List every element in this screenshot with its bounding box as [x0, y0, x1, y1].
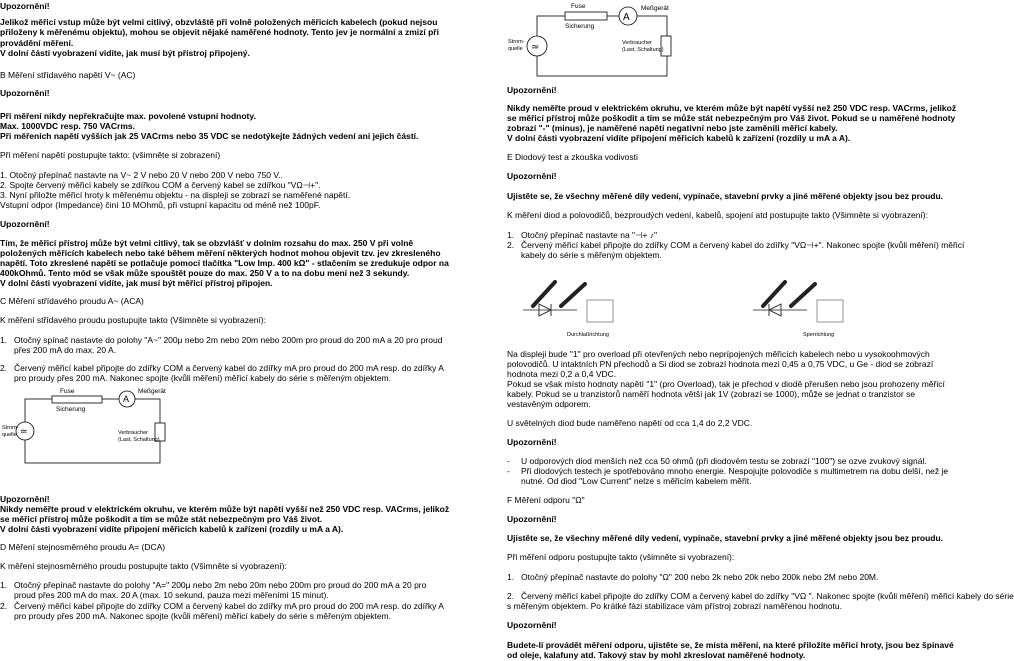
probe-black: [791, 284, 815, 306]
source-label: Strom-: [508, 39, 525, 45]
section-f-intro: Při měření odporu postupujte takto (všimněte si vyobrazení):: [507, 552, 735, 562]
load-symbol: [661, 36, 671, 56]
fuse-label-de: Sicherung: [565, 23, 595, 30]
bullet-line: Při diodových testech je spotřebováno mnoho energie. Nespojujte polovodiče s multimetrem na dobu delší, než je: [521, 466, 949, 476]
step-line: pro proudy přes 200 mA. Nakonec spojte (kvůli měření) měřicí kabely do série s měřeným objektem.: [14, 373, 391, 383]
section-d-heading: D Měření stejnosměrného proudu A= (DCA): [0, 542, 166, 552]
warning-line: napětí. Toto zkreslené napětí se potlačuje pomocí tlačítka "Low Imp. 400 kΩ" - stlačením se zredukuje odpor na: [0, 258, 449, 268]
step-line: Otočný přepínač nastavte do polohy "A=" 200μ nebo 2m nebo 20m nebo 200m pro proud do 200 mA a 20 pro: [14, 580, 427, 590]
paragraph-line: Na displeji bude "1" pro overload při otevřených nebo neprípojených měřicích kabelech nebo u vysokoohmových: [507, 349, 930, 359]
step-line: s měřeným objektem. Po krátké fázi stabilizace vám přístroj zobrazí naměřenou hodnotu.: [507, 601, 842, 611]
warning-title: Upozornění!: [0, 88, 50, 98]
warning-title: Upozornění!: [507, 171, 557, 181]
warning-line: Max. 1000VDC resp. 750 VACrms.: [0, 121, 135, 131]
current-measurement-diagram: [0, 387, 165, 475]
ammeter-label: A: [123, 394, 130, 404]
step-line: Červený měřicí kabel připojte do zdířky COM a červený kabel do zdířky mA pro proud do 200 mA resp. do zdířky A: [14, 601, 444, 611]
warning-line: Při měřeních napětí vyšších jak 25 VACrms nebo 35 VDC se nedotýkejte žádných vedení ani jejich částí.: [0, 131, 419, 141]
step-line: přes 200 mA do max. 20 A.: [14, 345, 117, 355]
step-line: proud přes 200 mA do max. 20 A (max. 10 sekund, pauza mezi měřeními 15 minut).: [14, 590, 329, 600]
paragraph-line: vestavěným odporem.: [507, 399, 591, 409]
load-label: (Last, Schaltung): [118, 437, 160, 443]
diode-reverse-figure: [753, 282, 843, 338]
warning-line: V dolní části vyobrazení vidíte, jak musí být přístroj připojený.: [0, 48, 250, 58]
section-c-heading: C Měření střídavého proudu A~ (ACA): [0, 296, 144, 306]
step-line: 2. Spojte červený měřicí kabely se zdířkou COM a červený kabel se zdířkou "VΩ⊣+".: [0, 180, 321, 190]
step-line: Červený měřicí kabel připojte do zdířky COM a červený kabel do zdířky mA pro proud do 200 mA resp. do zdířky A: [14, 363, 444, 373]
step-line: Červený měřicí kabel připojte do zdířky COM a červený kabel do zdířky "VΩ⊣+". Nakonec spojte (kvůli měření) měřicí: [521, 240, 965, 250]
step-line: Otočný přepínač nastavte do polohy "Ω" 200 nebo 2k nebo 20k nebo 200k nebo 2M nebo 20M.: [521, 572, 879, 582]
warning-line: V dolní části vyobrazení vidíte připojení měřicích kabelů k zařízení (rozdíly u mA a A).: [507, 133, 851, 143]
warning-title: Upozornění!: [507, 437, 557, 447]
warning-title: Upozornění!: [507, 514, 557, 524]
warning-line: zobrazí "-" (minus), je naměřené napětí negativní nebo jste zaměnili měřicí kabely.: [507, 123, 838, 133]
load-label: (Last, Schaltung): [622, 47, 664, 53]
section-e-intro: K měření diod a polovodičů, bezproudých vedení, kabelů, spojení atd postupujte takto (Všimněte si vyobrazení):: [507, 210, 928, 220]
step-number: 1.: [0, 580, 8, 590]
warning-line: se měřicí přístroj může poškodit a tím se může stát nebezpečným pro Váš život. Pokud se u naměřené hodnoty: [507, 113, 956, 123]
warning-line: V dolní části vyobrazení vidíte, jak musí být měřicí přístroj připojen.: [0, 278, 273, 288]
source-label: Strom-: [2, 425, 19, 431]
step-line: Vstupní odpor (Impedance) činí 10 MOhmů, při vstupní kapacitu od méně než 100pF.: [0, 200, 321, 210]
step-line: Červený měřicí kabel připojte do zdířky COM a červený kabel do zdířky "VΩ ". Nakonec spojte (kvůli měření) měřicí kabely do série: [521, 591, 1014, 601]
warning-line: přiloženy k měřenému objektu), mohou se objevit nějaké naměřené hodnoty. Tento jev je normální a zmizí při: [0, 27, 439, 37]
meter-label: Meßgerät: [641, 5, 669, 12]
warning-title: Upozornění!: [507, 85, 557, 95]
fig-caption: Sperrichtung: [803, 332, 835, 338]
warning-line: od oleje, kalafuny atd. Takový stav by mohl zkreslovat naměřené hodnoty.: [507, 650, 806, 660]
step-number: 1.: [0, 335, 8, 345]
section-c-intro: K měření střídavého proudu postupujte takto (Všimněte si vyobrazení):: [0, 315, 266, 325]
paragraph-line: kabely. Pokud se u tranzistorů naměří hodnota větší jak 1V (zobrazí se 1000), může se jednat o tranzistor se: [507, 389, 916, 399]
step-line: pro proudy přes 200 mA. Nakonec spojte (kvůli měření) měřicí kabely do série s měřeným objektem.: [14, 611, 391, 621]
paragraph-line: polovodičů. U intaktních PN přechodů a Si diod se zobrazí hodnota mezi 0,45 a 0,75 VDC, u Ge - diod se zobrazí: [507, 359, 934, 369]
step-line: 3. Nyní přiložte měřicí hroty k měřenému objektu - na displeji se zobrazí se naměřené napětí.: [0, 190, 351, 200]
step-number: 1.: [507, 572, 515, 582]
warning-title: Upozornění!: [0, 494, 50, 504]
section-f-heading: F Měření odporu "Ω": [507, 495, 585, 505]
warning-line: provádění měření.: [0, 38, 74, 48]
warning-title: Upozornění!: [0, 1, 50, 11]
probe-black: [561, 284, 585, 306]
diode-forward-figure: [523, 282, 613, 338]
diode-test-figure: [515, 280, 955, 338]
warning-line: položených měřicích kabelech nebo také během měření některých hodnot mohou objevit tzv. jev zkresleného: [0, 248, 441, 258]
bullet-line: nutné. Od diod "Low Current" nelze s měřicím kabelem měřit.: [521, 476, 752, 486]
source-label: quelle: [2, 432, 17, 438]
step-number: 1.: [507, 230, 515, 240]
fuse-label-de: Sicherung: [56, 406, 86, 413]
warning-line: Ujistěte se, že všechny měřené díly vedení, vypínače, stavební prvky a jiné měřené objekty jsou bez proudu.: [507, 533, 944, 543]
warning-title: Upozornění!: [507, 620, 557, 630]
warning-line: se měřicí přístroj může poškodit a tím se může stát nebezpečným pro Váš život.: [0, 514, 323, 524]
step-number: 2.: [0, 363, 8, 373]
fuse-symbol: [52, 396, 102, 403]
load-label: Verbraucher: [118, 430, 148, 436]
step-number: 2.: [0, 601, 8, 611]
warning-title: Upozornění!: [0, 219, 50, 229]
paragraph-line: hodnota mezi 0,2 a 0,4 VDC.: [507, 369, 617, 379]
section-b-heading: B Měření střídavého napětí V~ (AC): [0, 70, 136, 80]
bullet-mark: -: [507, 456, 510, 466]
probe-red: [763, 282, 785, 306]
warning-line: Ujistěte se, že všechny měřené díly vedení, vypínače, stavební prvky a jiné měřené objekty jsou bez proudu.: [507, 191, 944, 201]
section-e-heading: E Diodový test a zkouška vodivosti: [507, 152, 638, 162]
warning-line: Při měření nikdy nepřekračujte max. povolené vstupní hodnoty.: [0, 111, 256, 121]
fuse-label: Fuse: [571, 3, 586, 10]
bullet-line: U odporových diod menších než cca 50 ohmů (při diodovém testu se zobrazí "100") se ozve zvukový signál.: [521, 456, 927, 466]
warning-line: Nikdy neměřte proud v elektrickém okruhu, ve kterém může být napětí vyšší než 250 VDC resp. VACrms, jelikož: [0, 504, 450, 514]
step-line: Otočný spínač nastavte do polohy "A~" 200μ nebo 2m nebo 20m nebo 200m pro proud do 200 mA a 20 pro proud: [14, 335, 443, 345]
paragraph-line: U světelných diod bude naměřeno napětí od cca 1,4 do 2,2 VDC.: [507, 418, 753, 428]
warning-line: V dolní části vyobrazení vidíte připojení měřicích kabelů k zařízení (rozdíly u mA a A).: [0, 524, 344, 534]
paragraph-line: Pokud se však místo hodnoty napětí "1" (pro Overload), tak je přechod v diodě přerušen nebo jsou prohozeny měřicí: [507, 379, 945, 389]
section-b-intro: Při měření napětí postupujte takto: (všimněte si zobrazení): [0, 150, 221, 160]
step-line: kabely do série s měřeným objektem.: [521, 250, 662, 260]
step-line: Otočný přepínač nastavte na "⊣+ ♪": [521, 230, 658, 240]
load-label: Verbraucher: [622, 40, 652, 46]
probe-red: [533, 282, 555, 306]
fuse-label: Fuse: [60, 388, 75, 395]
step-number: 2.: [507, 591, 515, 601]
ac-symbol: ≃: [531, 42, 540, 53]
source-label: quelle: [508, 46, 523, 52]
ac-symbol: ≃: [20, 426, 28, 436]
warning-line: Budete-li provádět měření odporu, ujistěte se, že místa měření, na které přiložíte měřicí hroty, jsou bez špinavé: [507, 640, 954, 650]
warning-line: Jelikož měřicí vstup může být velmi citlivý, obzvláště při volně položených měřicích kabelech (pokud nejsou: [0, 17, 438, 27]
warning-line: Nikdy neměřte proud v elektrickém okruhu, ve kterém může být napětí vyšší než 250 VDC resp. VACrms, jelikož: [507, 103, 957, 113]
ammeter-label: A: [623, 12, 630, 23]
step-line: 1. Otočný přepínač nastavte na V~ 2 V nebo 20 V nebo 200 V nebo 750 V..: [0, 170, 283, 180]
bullet-mark: -: [507, 466, 510, 476]
current-measurement-diagram: [507, 0, 677, 82]
fuse-symbol: [565, 12, 607, 20]
warning-line: 400kOhmů. Tento mód se však může spouštět pouze do max. 250 V a to na dobu mení než 3 sekundy.: [0, 268, 410, 278]
fig-caption: Durchlaßrichtung: [567, 332, 609, 338]
step-number: 2.: [507, 240, 515, 250]
section-d-intro: K měření stejnosměrného proudu postupujte takto (Všimněte si vyobrazení):: [0, 561, 287, 571]
meter-label: Meßgerät: [138, 388, 166, 395]
warning-line: Tím, že měřicí přístroj může být velmi citlivý, tak se obzvlášť v dolním rozsahu do max. 250 V při volně: [0, 238, 414, 248]
